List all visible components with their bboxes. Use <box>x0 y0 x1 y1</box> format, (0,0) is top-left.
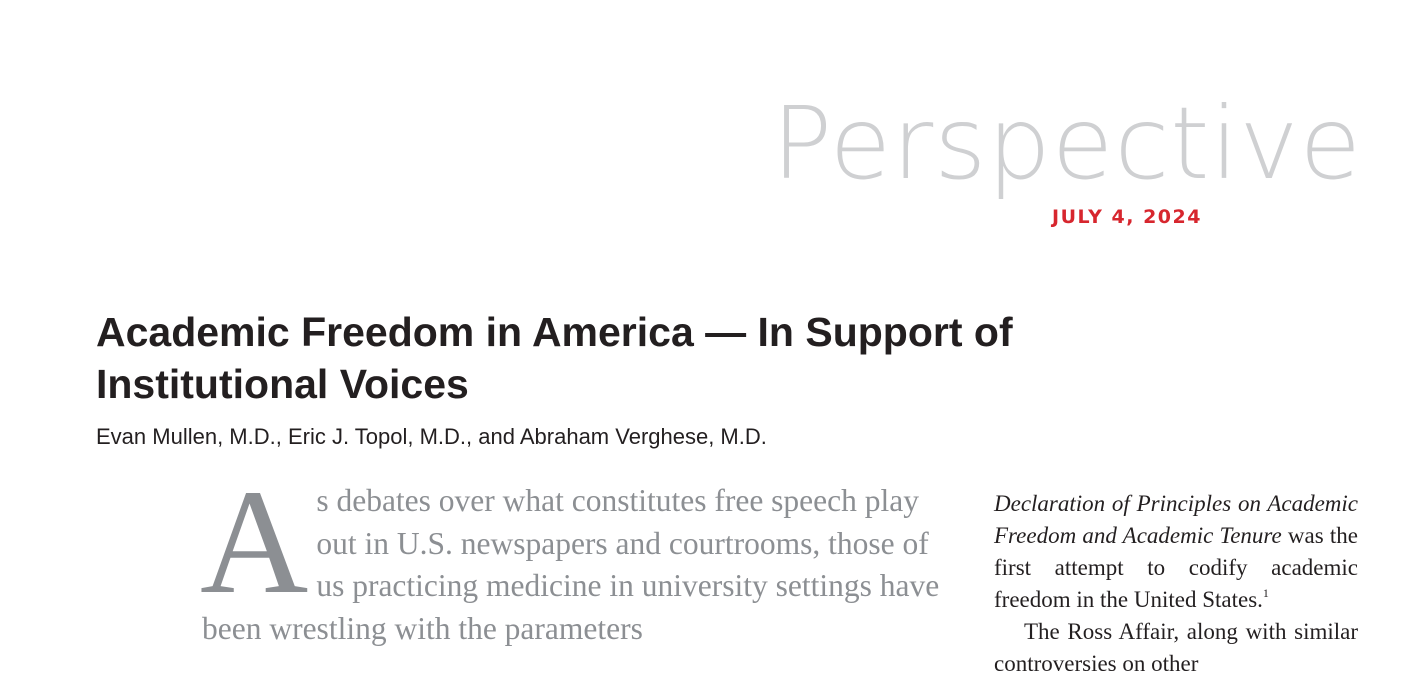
publication-date: JULY 4, 2024 <box>1052 206 1202 228</box>
article-title: Academic Freedom in America — In Support of Institutional Voices <box>96 309 1013 407</box>
section-heading: Perspective <box>771 85 1362 202</box>
paragraph <box>994 488 1358 616</box>
lead-paragraph <box>200 459 962 650</box>
document-title-italic: Declaration of Principles on Academic Freedom and Academic Tenure <box>994 491 1358 548</box>
paragraph-text: was the first attempt to codify academic freedom in the United States. <box>994 523 1358 612</box>
paragraph: The Ross Affair, along with similar controversies on other <box>994 619 1358 676</box>
lead-text: s debates over what constitutes free speech play out in U.S. newspapers and courtrooms, those of us practicing medicine in university settings have been wrestling with the parameters <box>202 483 940 646</box>
drop-cap: A <box>200 459 309 625</box>
author-byline: Evan Mullen, M.D., Eric J. Topol, M.D., and Abraham Verghese, M.D. <box>96 424 767 449</box>
right-column <box>994 488 1358 680</box>
reference-marker: 1 <box>1262 586 1269 600</box>
